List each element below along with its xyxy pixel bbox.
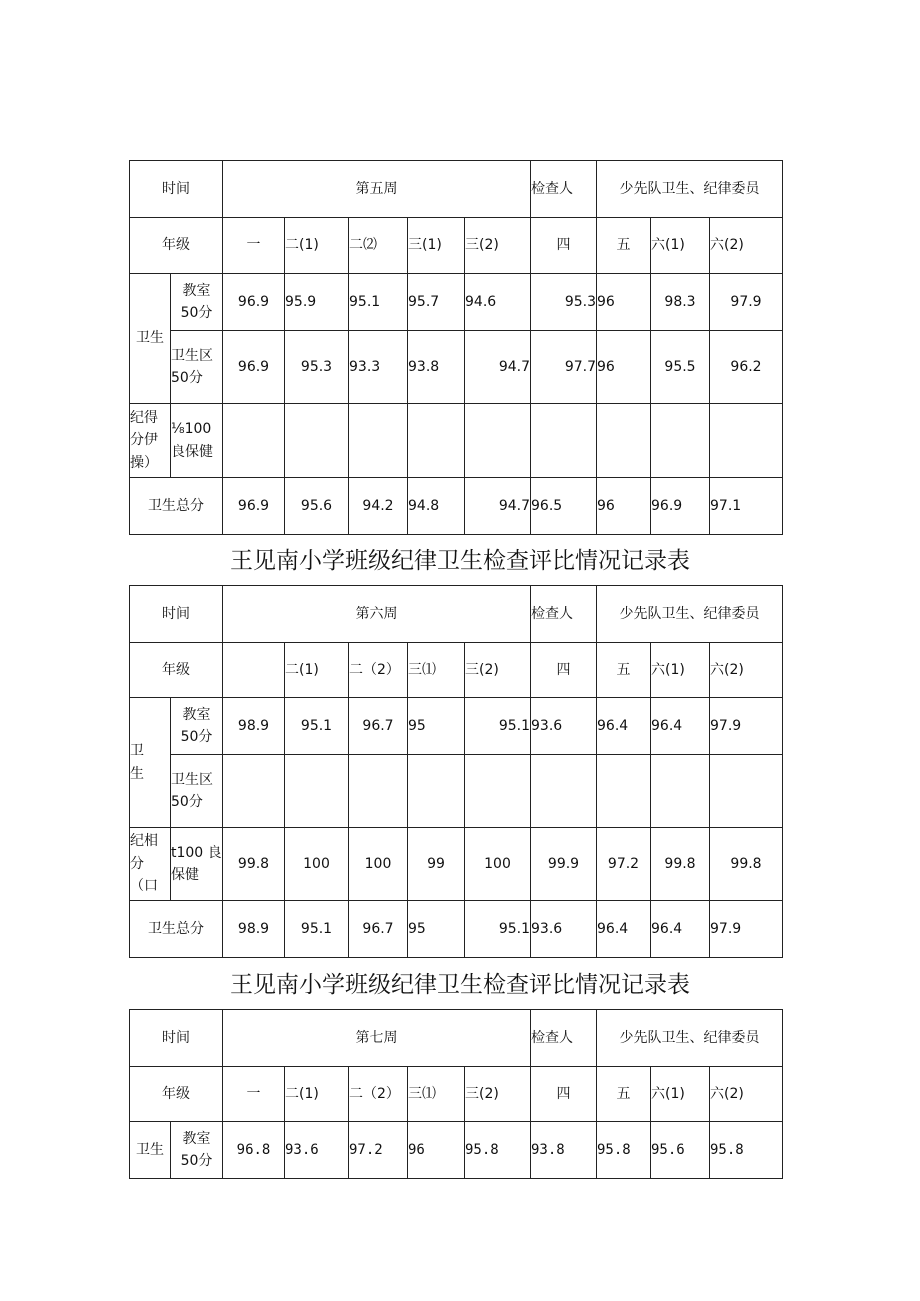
grade-header: 五 — [597, 218, 651, 274]
hygiene-label: 卫生 — [130, 274, 171, 404]
score-cell: 96.4 — [597, 698, 651, 755]
score-cell: 99.8 — [223, 828, 285, 901]
score-cell: 96.9 — [223, 331, 285, 404]
score-cell: 96 — [597, 331, 651, 404]
score-cell: 99.8 — [710, 828, 783, 901]
grade-header: 二（2） — [349, 1067, 408, 1122]
grade-header: 四 — [531, 1067, 597, 1122]
grade-label: 年级 — [130, 1067, 223, 1122]
committee-label: 少先队卫生、纪律委员 — [597, 586, 783, 643]
score-cell: 93.3 — [349, 331, 408, 404]
grade-header: 五 — [597, 643, 651, 698]
grade-label: 年级 — [130, 218, 223, 274]
score-cell: 95.8 — [465, 1122, 531, 1179]
week5-table — [129, 160, 783, 535]
score-cell: 94.6 — [465, 274, 531, 331]
grade-header: 二⑵ — [349, 218, 408, 274]
grade-header: 二（2） — [349, 643, 408, 698]
hygiene-label: 卫生 — [130, 1122, 171, 1179]
score-cell: 98.3 — [651, 274, 710, 331]
inspector-label: 检查人 — [531, 1010, 597, 1067]
classroom-label: 教室 50分 — [171, 1122, 223, 1179]
total-cell: 96.9 — [651, 478, 710, 535]
total-cell: 95 — [408, 901, 465, 958]
score-cell: 96 — [597, 274, 651, 331]
total-cell: 93.6 — [531, 901, 597, 958]
week-label: 第七周 — [223, 1010, 531, 1067]
total-cell: 96.4 — [597, 901, 651, 958]
score-cell: 93.6 — [531, 698, 597, 755]
total-cell: 96.7 — [349, 901, 408, 958]
total-cell: 95.6 — [285, 478, 349, 535]
score-cell: 95.3 — [531, 274, 597, 331]
time-label: 时间 — [130, 161, 223, 218]
committee-label: 少先队卫生、纪律委员 — [597, 1010, 783, 1067]
discipline-sub-label: ⅛100 良保健 — [171, 404, 223, 478]
total-cell: 96.5 — [531, 478, 597, 535]
area-label: 卫生区 50分 — [171, 331, 223, 404]
score-cell: 97.9 — [710, 274, 783, 331]
score-cell: 95.9 — [285, 274, 349, 331]
grade-header: 六(1) — [651, 1067, 710, 1122]
committee-label: 少先队卫生、纪律委员 — [597, 161, 783, 218]
grade-header: 三(2) — [465, 218, 531, 274]
total-cell: 96 — [597, 478, 651, 535]
score-cell — [285, 404, 349, 478]
score-cell: 96 — [408, 1122, 465, 1179]
score-cell: 96.7 — [349, 698, 408, 755]
grade-header: 一 — [223, 1067, 285, 1122]
score-cell — [651, 755, 710, 828]
grade-header: 二(1) — [285, 643, 349, 698]
total-label: 卫生总分 — [130, 901, 223, 958]
grade-header — [223, 643, 285, 698]
week7-table — [129, 1009, 783, 1179]
score-cell — [408, 404, 465, 478]
total-cell: 96.9 — [223, 478, 285, 535]
grade-header: 六(2) — [710, 643, 783, 698]
classroom-label: 教室 50分 — [171, 274, 223, 331]
score-cell: 97.7 — [531, 331, 597, 404]
grade-header: 四 — [531, 643, 597, 698]
score-cell: 97.2 — [597, 828, 651, 901]
score-cell: 95.1 — [285, 698, 349, 755]
score-cell: 96.8 — [223, 1122, 285, 1179]
score-cell: 97.2 — [349, 1122, 408, 1179]
score-cell: 95.1 — [465, 698, 531, 755]
total-label: 卫生总分 — [130, 478, 223, 535]
score-cell — [710, 755, 783, 828]
score-cell: 95.3 — [285, 331, 349, 404]
score-cell — [651, 404, 710, 478]
score-cell: 95 — [408, 698, 465, 755]
classroom-label: 教室 50分 — [171, 698, 223, 755]
grade-header: 四 — [531, 218, 597, 274]
grade-header: 三(1) — [408, 218, 465, 274]
grade-header: 一 — [223, 218, 285, 274]
total-cell: 95.1 — [465, 901, 531, 958]
grade-header: 三⑴ — [408, 643, 465, 698]
score-cell: 95.1 — [349, 274, 408, 331]
time-label: 时间 — [130, 1010, 223, 1067]
score-cell — [285, 755, 349, 828]
score-cell: 93.6 — [285, 1122, 349, 1179]
score-cell: 98.9 — [223, 698, 285, 755]
score-cell: 96.2 — [710, 331, 783, 404]
total-cell: 94.7 — [465, 478, 531, 535]
grade-header: 三(2) — [465, 643, 531, 698]
week6-table — [129, 585, 783, 958]
grade-header: 六(2) — [710, 218, 783, 274]
week-label: 第六周 — [223, 586, 531, 643]
score-cell: 100 — [349, 828, 408, 901]
total-cell: 95.1 — [285, 901, 349, 958]
score-cell — [531, 755, 597, 828]
discipline-label: 纪相 分 （口 — [130, 828, 171, 901]
inspector-label: 检查人 — [531, 586, 597, 643]
score-cell — [465, 755, 531, 828]
grade-header: 三(2) — [465, 1067, 531, 1122]
grade-header: 二(1) — [285, 218, 349, 274]
score-cell — [710, 404, 783, 478]
grade-header: 六(1) — [651, 218, 710, 274]
score-cell: 99.8 — [651, 828, 710, 901]
score-cell — [597, 404, 651, 478]
score-cell: 93.8 — [531, 1122, 597, 1179]
grade-header: 三⑴ — [408, 1067, 465, 1122]
grade-header: 五 — [597, 1067, 651, 1122]
score-cell — [349, 404, 408, 478]
score-cell: 95.8 — [710, 1122, 783, 1179]
total-cell: 97.9 — [710, 901, 783, 958]
score-cell: 94.7 — [465, 331, 531, 404]
area-label: 卫生区 50分 — [171, 755, 223, 828]
total-cell: 98.9 — [223, 901, 285, 958]
document-title: 王见南小学班级纪律卫生检查评比情况记录表 — [230, 972, 690, 998]
score-cell: 95.6 — [651, 1122, 710, 1179]
score-cell: 95.5 — [651, 331, 710, 404]
score-cell: 95.7 — [408, 274, 465, 331]
score-cell: 100 — [285, 828, 349, 901]
total-cell: 97.1 — [710, 478, 783, 535]
grade-header: 六(2) — [710, 1067, 783, 1122]
score-cell: 96.9 — [223, 274, 285, 331]
score-cell — [349, 755, 408, 828]
discipline-sub-label: t100 良 保健 — [171, 828, 223, 901]
grade-header: 二(1) — [285, 1067, 349, 1122]
grade-header: 六(1) — [651, 643, 710, 698]
total-cell: 94.2 — [349, 478, 408, 535]
total-cell: 94.8 — [408, 478, 465, 535]
score-cell: 100 — [465, 828, 531, 901]
score-cell — [597, 755, 651, 828]
total-cell: 96.4 — [651, 901, 710, 958]
score-cell: 95.8 — [597, 1122, 651, 1179]
week-label: 第五周 — [223, 161, 531, 218]
score-cell — [223, 404, 285, 478]
score-cell: 97.9 — [710, 698, 783, 755]
inspector-label: 检查人 — [531, 161, 597, 218]
time-label: 时间 — [130, 586, 223, 643]
score-cell — [531, 404, 597, 478]
score-cell: 99.9 — [531, 828, 597, 901]
grade-label: 年级 — [130, 643, 223, 698]
score-cell: 96.4 — [651, 698, 710, 755]
score-cell — [408, 755, 465, 828]
score-cell — [465, 404, 531, 478]
discipline-label: 纪得 分伊 操） — [130, 404, 171, 478]
hygiene-label: 卫 生 — [130, 698, 171, 828]
score-cell: 99 — [408, 828, 465, 901]
score-cell — [223, 755, 285, 828]
score-cell: 93.8 — [408, 331, 465, 404]
document-title: 王见南小学班级纪律卫生检查评比情况记录表 — [230, 548, 690, 574]
